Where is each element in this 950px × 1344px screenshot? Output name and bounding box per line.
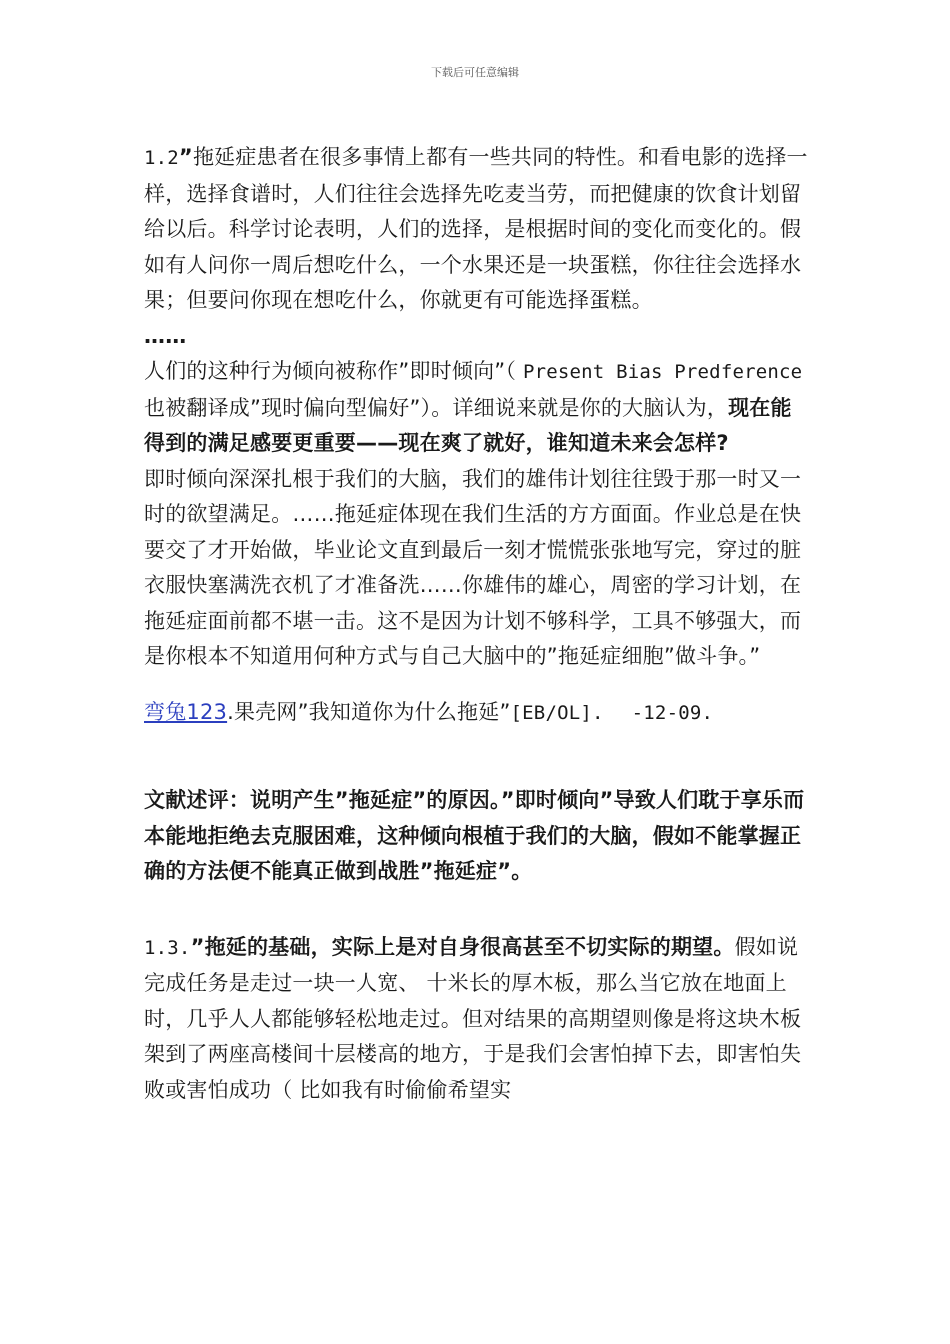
ellipsis-line: ……	[144, 323, 187, 348]
section-1-2-paragraph	[144, 140, 808, 319]
section-1-3-paragraph	[144, 930, 808, 1109]
section-1-3-heading: ”拖延的基础，实际上是对自身很高甚至不切实际的期望。	[190, 934, 735, 959]
present-bias-lead: 人们的这种行为倾向被称作”即时倾向”（	[144, 359, 517, 383]
section-1-3-text: 假如说完成任务是走过一块一人宽、 十米长的厚木板，那么当它放在地面上时，几乎人人都能够轻松地走过。但对结果的高期望则像是将这块木板架到了两座高楼间十层楼高的地方，于是我们会害怕掉下去，即害怕失败或害怕成功（ 比如我有时偷偷希望实	[144, 934, 802, 1102]
present-bias-after-term: 也被翻译成”现时偏向型偏好”）。详细说来就是你的大脑认为，	[144, 395, 729, 420]
reference-title: .果壳网”我知道你为什么拖延”	[227, 699, 511, 724]
quote-mark: ”	[178, 145, 193, 169]
reference-type: [EB/OL].	[510, 701, 604, 724]
reference-line	[144, 695, 808, 732]
document-body	[144, 140, 808, 1108]
present-bias-emphasis: 现在能得到的满足感要更重要——现在爽了就好，谁知道未来会怎样?	[144, 395, 792, 455]
section-1-2-text: 拖延症患者在很多事情上都有一些共同的特性。和看电影的选择一样，选择食谱时，人们往往会选择先吃麦当劳，而把健康的饮食计划留给以后。科学讨论表明，人们的选择，是根据时间的变化而变化的。假如有人问你一周后想吃什么，一个水果还是一块蛋糕，你往往会选择水果；但要问你现在想吃什么，你就更有可能选择蛋糕。	[144, 145, 808, 312]
page-header-note: 下载后可任意编辑	[431, 66, 519, 79]
present-bias-term: Present Bias Predference	[522, 361, 803, 383]
literature-review-paragraph: 文献述评：说明产生”拖延症”的原因。”即时倾向”导致人们耽于享乐而本能地拒绝去克服困难，这种倾向根植于我们的大脑，假如不能掌握正确的方法便不能真正做到战胜”拖延症”。	[144, 788, 805, 883]
present-bias-paragraph	[144, 354, 808, 462]
section-1-3-number: 1.3.	[144, 936, 191, 959]
reference-author-link[interactable]: 弯兔123	[144, 699, 228, 724]
reference-date: -12-09.	[631, 701, 714, 724]
section-number: 1.2	[144, 147, 179, 169]
root-paragraph: 即时倾向深深扎根于我们的大脑，我们的雄伟计划往往毁于那一时又一时的欲望满足。……拖延症体现在我们生活的方方面面。作业总是在快要交了才开始做，毕业论文直到最后一刻才慌慌张张地写完，穿过的脏衣服快塞满洗衣机了才准备洗……你雄伟的雄心，周密的学习计划，在拖延症面前都不堪一击。这不是因为计划不够科学，工具不够强大，而是你根本不知道用何种方式与自己大脑中的”拖延症细胞”做斗争。”	[144, 466, 802, 668]
